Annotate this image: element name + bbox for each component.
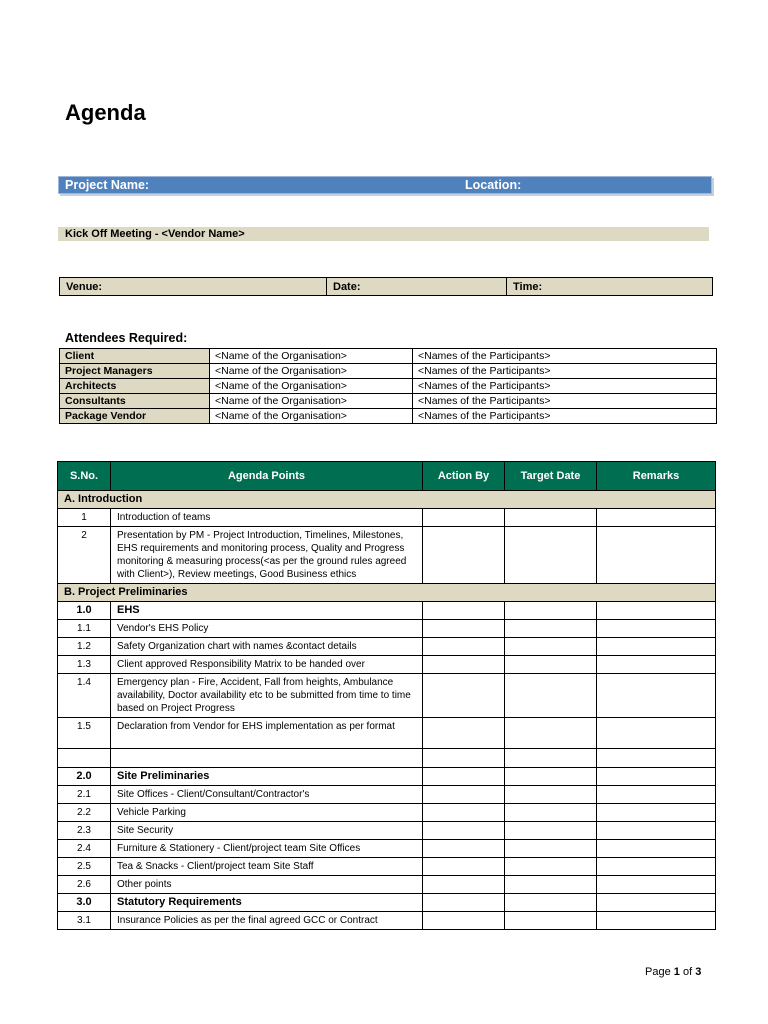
- row-text: Site Preliminaries: [111, 768, 423, 786]
- project-name-label: Project Name:: [65, 178, 150, 192]
- header-sno: S.No.: [58, 462, 111, 491]
- row-text: Safety Organization chart with names &contact details: [111, 638, 423, 656]
- attendee-row: [60, 364, 717, 379]
- row-text: Site Offices - Client/Consultant/Contractor's: [111, 786, 423, 804]
- attendee-role: Architects: [60, 379, 210, 394]
- row-sno: 2.0: [58, 768, 111, 786]
- agenda-table: [57, 461, 716, 930]
- venue-table: [59, 277, 713, 296]
- row-text: Introduction of teams: [111, 509, 423, 527]
- header-target-date: Target Date: [505, 462, 597, 491]
- table-row: [58, 749, 716, 768]
- table-row: [58, 656, 716, 674]
- meeting-bar: [58, 227, 709, 241]
- row-text: Insurance Policies as per the final agreed GCC or Contract: [111, 912, 423, 930]
- table-row: [58, 620, 716, 638]
- location-label: Location:: [465, 178, 522, 192]
- row-sno: 1.3: [58, 656, 111, 674]
- row-sno: 1: [58, 509, 111, 527]
- row-text: Statutory Requirements: [111, 894, 423, 912]
- section-title: B. Project Preliminaries: [58, 584, 716, 602]
- row-sno: 2.1: [58, 786, 111, 804]
- attendee-role: Project Managers: [60, 364, 210, 379]
- page-number: 1: [673, 966, 680, 978]
- table-row: [58, 876, 716, 894]
- attendee-participants: <Names of the Participants>: [413, 379, 717, 394]
- row-sno: 2: [58, 527, 111, 584]
- table-row: [58, 912, 716, 930]
- date-cell: Date:: [327, 278, 507, 296]
- row-sno: 2.2: [58, 804, 111, 822]
- row-sno: 1.5: [58, 718, 111, 749]
- row-sno: 3.1: [58, 912, 111, 930]
- section-title: A. Introduction: [58, 491, 716, 509]
- time-cell: Time:: [507, 278, 713, 296]
- row-sno: 2.6: [58, 876, 111, 894]
- table-row: [58, 840, 716, 858]
- table-row: [58, 509, 716, 527]
- attendee-org: <Name of the Organisation>: [210, 364, 413, 379]
- attendee-participants: <Names of the Participants>: [413, 409, 717, 424]
- attendee-participants: <Names of the Participants>: [413, 364, 717, 379]
- row-sno: 1.1: [58, 620, 111, 638]
- attendee-row: [60, 349, 717, 364]
- table-row: [58, 674, 716, 718]
- attendee-role: Package Vendor: [60, 409, 210, 424]
- table-row: [58, 858, 716, 876]
- attendee-org: <Name of the Organisation>: [210, 349, 413, 364]
- venue-cell: Venue:: [60, 278, 327, 296]
- row-text: Site Security: [111, 822, 423, 840]
- row-text: [111, 749, 423, 768]
- page-footer: [645, 966, 701, 978]
- page-word: Page: [645, 966, 671, 978]
- page-title: Agenda: [65, 100, 146, 125]
- table-row: [58, 894, 716, 912]
- attendee-org: <Name of the Organisation>: [210, 379, 413, 394]
- project-bar: [58, 176, 712, 194]
- header-action-by: Action By: [423, 462, 505, 491]
- attendee-row: [60, 409, 717, 424]
- row-sno: 2.3: [58, 822, 111, 840]
- section-row: [58, 491, 716, 509]
- row-sno: 1.2: [58, 638, 111, 656]
- attendees-table: [59, 348, 717, 424]
- attendee-role: Consultants: [60, 394, 210, 409]
- attendee-row: [60, 379, 717, 394]
- table-row: [58, 768, 716, 786]
- table-row: [58, 602, 716, 620]
- header-remarks: Remarks: [597, 462, 716, 491]
- table-row: [58, 822, 716, 840]
- attendees-heading: Attendees Required:: [65, 331, 188, 345]
- row-sno: 2.4: [58, 840, 111, 858]
- table-row: [58, 718, 716, 749]
- attendee-org: <Name of the Organisation>: [210, 394, 413, 409]
- row-sno: 2.5: [58, 858, 111, 876]
- row-text: Vehicle Parking: [111, 804, 423, 822]
- attendee-participants: <Names of the Participants>: [413, 349, 717, 364]
- attendee-org: <Name of the Organisation>: [210, 409, 413, 424]
- attendee-row: [60, 394, 717, 409]
- row-text: Furniture & Stationery - Client/project team Site Offices: [111, 840, 423, 858]
- row-text: Client approved Responsibility Matrix to be handed over: [111, 656, 423, 674]
- table-row: [58, 804, 716, 822]
- row-sno: 3.0: [58, 894, 111, 912]
- page-total: 3: [695, 966, 702, 978]
- section-row: [58, 584, 716, 602]
- row-text: Presentation by PM - Project Introduction, Timelines, Milestones, EHS requirements and monitoring process, Quality and Progress monitoring & measuring process(<as per the ground rules agreed with Client>), Review meetings, Good Business ethics: [111, 527, 423, 584]
- agenda-header-row: [58, 462, 716, 491]
- attendee-participants: <Names of the Participants>: [413, 394, 717, 409]
- attendee-role: Client: [60, 349, 210, 364]
- meeting-title: Kick Off Meeting - <Vendor Name>: [65, 228, 245, 240]
- row-text: Other points: [111, 876, 423, 894]
- table-row: [58, 638, 716, 656]
- row-text: Tea & Snacks - Client/project team Site Staff: [111, 858, 423, 876]
- row-text: Declaration from Vendor for EHS implementation as per format: [111, 718, 423, 749]
- row-text: Vendor's EHS Policy: [111, 620, 423, 638]
- row-sno: 1.0: [58, 602, 111, 620]
- row-sno: [58, 749, 111, 768]
- row-text: Emergency plan - Fire, Accident, Fall from heights, Ambulance availability, Doctor availability etc to be submitted from time to time based on Project Progress: [111, 674, 423, 718]
- of-word: of: [682, 966, 693, 978]
- row-sno: 1.4: [58, 674, 111, 718]
- table-row: [58, 527, 716, 584]
- table-row: [58, 786, 716, 804]
- row-text: EHS: [111, 602, 423, 620]
- header-agenda-points: Agenda Points: [111, 462, 423, 491]
